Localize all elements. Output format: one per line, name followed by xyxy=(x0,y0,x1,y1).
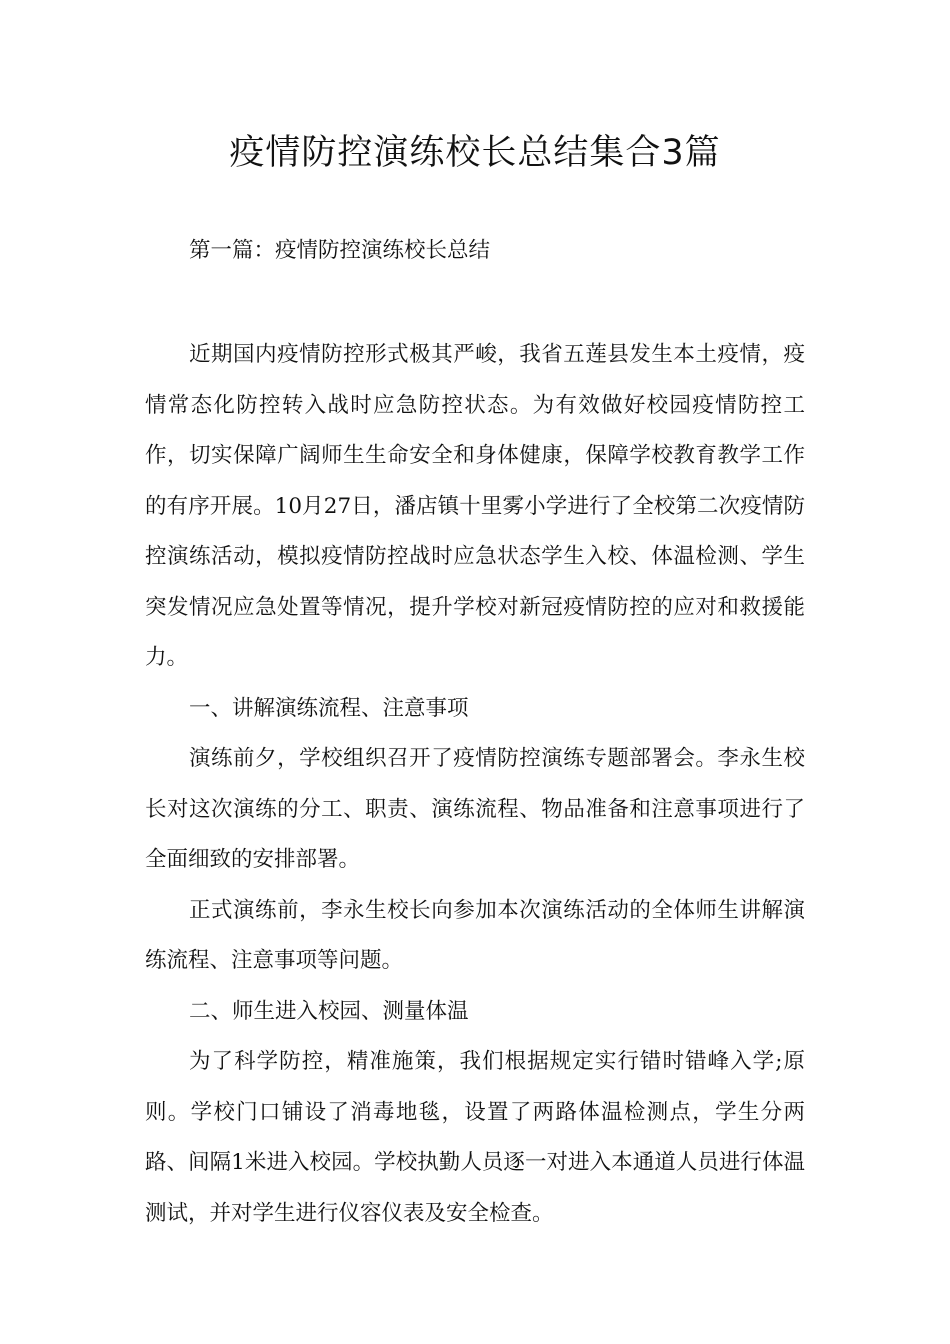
subheading-1: 一、讲解演练流程、注意事项 xyxy=(189,695,469,721)
paragraph-briefing: 演练前夕，学校组织召开了疫情防控演练专题部署会。李永生校长对这次演练的分工、职责、演练流程、物品准备和注意事项进行了全面细致的安排部署。 xyxy=(145,746,805,872)
subheading-2: 二、师生进入校园、测量体温 xyxy=(189,998,469,1024)
section-heading: 第一篇：疫情防控演练校长总结 xyxy=(189,238,491,263)
paragraph-intro: 近期国内疫情防控形式极其严峻，我省五莲县发生本土疫情，疫情常态化防控转入战时应急防控状态。为有效做好校园疫情防控工作，切实保障广阔师生生命安全和身体健康，保障学校教育教学工作的有序开展。10月27日，潘店镇十里雾小学进行了全校第二次疫情防控演练活动，模拟疫情防控战时应急状态学生入校、体温检测、学生突发情况应急处置等情况，提升学校对新冠疫情防控的应对和救援能力。 xyxy=(145,342,805,670)
paragraph-pre-drill: 正式演练前，李永生校长向参加本次演练活动的全体师生讲解演练流程、注意事项等问题。 xyxy=(145,897,805,973)
document-title: 疫情防控演练校长总结集合3篇 xyxy=(229,133,721,173)
paragraph-temperature: 为了科学防控，精准施策，我们根据规定实行错时错峰入学;原则。学校门口铺设了消毒地毯，设置了两路体温检测点，学生分两路、间隔1米进入校园。学校执勤人员逐一对进入本通道人员进行体温测试，并对学生进行仪容仪表及安全检查。 xyxy=(145,1049,805,1226)
document-body xyxy=(145,330,805,1239)
